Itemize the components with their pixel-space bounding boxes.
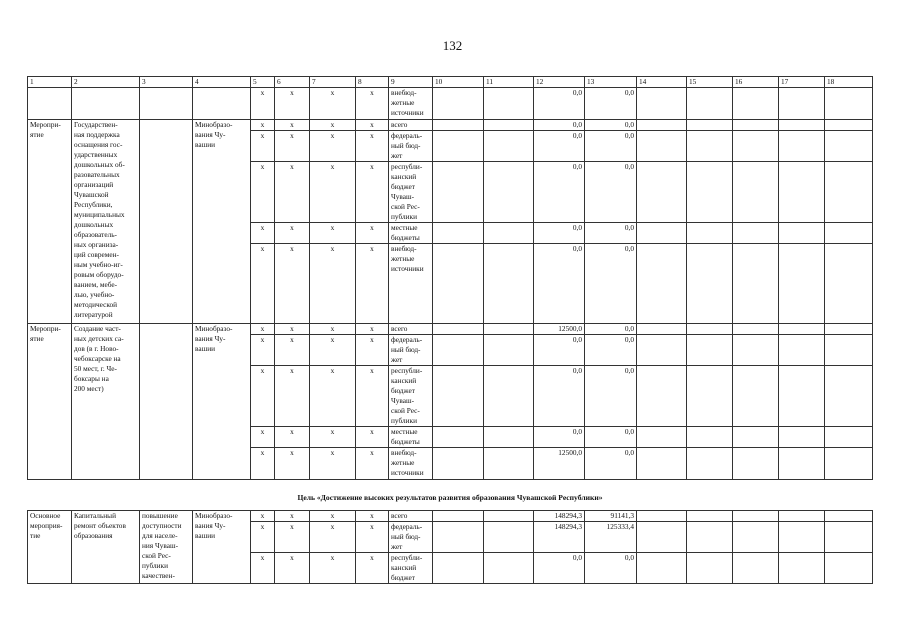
empty-cell [637, 553, 687, 584]
x-mark-cell: х [251, 511, 275, 522]
funding-source-cell: всего [389, 511, 433, 522]
empty-cell [433, 131, 484, 162]
x-mark-cell: х [275, 553, 310, 584]
empty-cell [779, 120, 825, 131]
column-number-cell: 11 [484, 77, 534, 88]
funding-source-cell: внебюд- жетные источники [389, 244, 433, 324]
value-col12-cell: 0,0 [534, 120, 585, 131]
responsible-cell: Минобразо- вания Чу- вашии [193, 324, 251, 480]
empty-cell [484, 131, 534, 162]
empty-cell [433, 223, 484, 244]
column-number-cell: 17 [779, 77, 825, 88]
funding-source-cell: местные бюджеты [389, 223, 433, 244]
column-number-cell: 2 [72, 77, 140, 88]
empty-cell [825, 511, 873, 522]
x-mark-cell: х [356, 448, 389, 480]
funding-source-cell: федераль- ный бюд- жет [389, 131, 433, 162]
x-mark-cell: х [275, 223, 310, 244]
value-col13-cell: 0,0 [585, 366, 637, 427]
x-mark-cell: х [251, 88, 275, 120]
x-mark-cell: х [251, 553, 275, 584]
empty-cell [637, 88, 687, 120]
value-col13-cell: 0,0 [585, 244, 637, 324]
empty-cell [825, 120, 873, 131]
x-mark-cell: х [275, 244, 310, 324]
empty-cell [484, 324, 534, 335]
empty-cell [825, 131, 873, 162]
funding-source-cell: федераль- ный бюд- жет [389, 522, 433, 553]
empty-cell [779, 335, 825, 366]
empty-cell [433, 324, 484, 335]
column-number-cell: 16 [733, 77, 779, 88]
empty-cell [637, 427, 687, 448]
empty-cell [733, 553, 779, 584]
empty-cell [637, 131, 687, 162]
empty-cell [779, 366, 825, 427]
header-row [28, 77, 873, 88]
x-mark-cell: х [356, 131, 389, 162]
value-col12-cell: 0,0 [534, 162, 585, 223]
empty-cell [733, 335, 779, 366]
x-mark-cell: х [356, 553, 389, 584]
x-mark-cell: х [251, 131, 275, 162]
responsible-cell: Минобразо- вания Чу- вашии [193, 511, 251, 584]
funding-source-cell: республи- канский бюджет Чуваш- ской Рес- публики [389, 366, 433, 427]
x-mark-cell: х [310, 511, 356, 522]
x-mark-cell: х [356, 522, 389, 553]
empty-cell [733, 223, 779, 244]
x-mark-cell: х [356, 223, 389, 244]
empty-cell [733, 427, 779, 448]
value-col12-cell: 0,0 [534, 223, 585, 244]
empty-cell [433, 244, 484, 324]
x-mark-cell: х [275, 427, 310, 448]
empty-cell [779, 522, 825, 553]
value-col13-cell: 0,0 [585, 427, 637, 448]
empty-cell [433, 553, 484, 584]
empty-cell [733, 448, 779, 480]
empty-cell [687, 324, 733, 335]
empty-cell [433, 427, 484, 448]
empty-cell [637, 223, 687, 244]
empty-cell [637, 366, 687, 427]
empty-cell [825, 162, 873, 223]
column-number-cell: 5 [251, 77, 275, 88]
x-mark-cell: х [251, 223, 275, 244]
x-mark-cell: х [356, 335, 389, 366]
column-number-cell: 9 [389, 77, 433, 88]
empty-cell [687, 522, 733, 553]
empty-cell [687, 223, 733, 244]
value-col12-cell: 0,0 [534, 553, 585, 584]
item-name-cell: Государствен- ная поддержка оснащения гос- ударственных дошкольных об- разовательных организаций Чувашской Республики, муниципальных дошкольных образователь- ных организа- ций современ- ным учебно-иг- ровым оборудо- ванием, мебе- лью, учебно- методической литературой [72, 120, 140, 324]
x-mark-cell: х [251, 335, 275, 366]
responsible-cell: Минобразо- вания Чу- вашии [193, 120, 251, 324]
x-mark-cell: х [275, 511, 310, 522]
empty-cell [484, 162, 534, 223]
funding-source-cell: внебюд- жетные источники [389, 448, 433, 480]
value-col12-cell: 0,0 [534, 244, 585, 324]
empty-cell [637, 335, 687, 366]
empty-cell [733, 366, 779, 427]
column-number-cell: 12 [534, 77, 585, 88]
x-mark-cell: х [356, 511, 389, 522]
column-number-cell: 13 [585, 77, 637, 88]
empty-cell [687, 511, 733, 522]
empty-cell [433, 522, 484, 553]
funding-source-cell: всего [389, 324, 433, 335]
empty-cell [687, 427, 733, 448]
empty-cell [484, 223, 534, 244]
empty-cell [733, 244, 779, 324]
column-number-cell: 6 [275, 77, 310, 88]
empty-cell [733, 324, 779, 335]
empty-cell [825, 553, 873, 584]
column-number-cell: 1 [28, 77, 72, 88]
empty-cell [484, 522, 534, 553]
x-mark-cell: х [356, 120, 389, 131]
x-mark-cell: х [251, 427, 275, 448]
column-number-cell: 18 [825, 77, 873, 88]
x-mark-cell: х [251, 324, 275, 335]
column-number-cell: 7 [310, 77, 356, 88]
empty-cell [484, 427, 534, 448]
empty-cell [779, 223, 825, 244]
value-col13-cell: 0,0 [585, 448, 637, 480]
goal-row [28, 480, 873, 511]
empty-cell [733, 522, 779, 553]
value-col12-cell: 0,0 [534, 366, 585, 427]
value-col12-cell: 0,0 [534, 427, 585, 448]
empty-cell [484, 335, 534, 366]
empty-cell [733, 162, 779, 223]
table-row [28, 511, 873, 522]
empty-cell [637, 162, 687, 223]
empty-cell [779, 244, 825, 324]
column-number-cell: 15 [687, 77, 733, 88]
empty-cell [140, 324, 193, 480]
x-mark-cell: х [356, 162, 389, 223]
value-col12-cell: 0,0 [534, 88, 585, 120]
column-number-cell: 4 [193, 77, 251, 88]
x-mark-cell: х [310, 335, 356, 366]
empty-cell [193, 88, 251, 120]
empty-cell [687, 120, 733, 131]
empty-cell [484, 88, 534, 120]
empty-cell [779, 88, 825, 120]
x-mark-cell: х [310, 223, 356, 244]
x-mark-cell: х [275, 522, 310, 553]
goal-description-cell: повышение доступности для населе- ния Чуваш- ской Рес- публики качествен- [140, 511, 193, 584]
x-mark-cell: х [310, 324, 356, 335]
page-number: 132 [442, 38, 463, 53]
empty-cell [825, 448, 873, 480]
value-col12-cell: 148294,3 [534, 511, 585, 522]
empty-cell [637, 522, 687, 553]
value-col13-cell: 0,0 [585, 162, 637, 223]
item-name-cell: Капитальный ремонт объектов образования [72, 511, 140, 584]
goal-title: Цель «Достижение высоких результатов развития образования Чувашской Республики» [28, 480, 873, 511]
x-mark-cell: х [356, 366, 389, 427]
empty-cell [484, 244, 534, 324]
empty-cell [433, 366, 484, 427]
program-table [27, 76, 873, 584]
empty-cell [484, 448, 534, 480]
value-col12-cell: 12500,0 [534, 324, 585, 335]
column-number-cell: 8 [356, 77, 389, 88]
empty-cell [779, 448, 825, 480]
empty-cell [433, 162, 484, 223]
empty-cell [72, 88, 140, 120]
value-col13-cell: 91141,3 [585, 511, 637, 522]
empty-cell [825, 335, 873, 366]
empty-cell [733, 120, 779, 131]
item-type-cell: Меропри- ятие [28, 120, 72, 324]
x-mark-cell: х [251, 522, 275, 553]
x-mark-cell: х [356, 244, 389, 324]
value-col13-cell: 0,0 [585, 324, 637, 335]
empty-cell [140, 120, 193, 324]
empty-cell [825, 522, 873, 553]
empty-cell [687, 244, 733, 324]
empty-cell [687, 448, 733, 480]
empty-cell [637, 324, 687, 335]
empty-cell [637, 448, 687, 480]
x-mark-cell: х [275, 448, 310, 480]
empty-cell [433, 88, 484, 120]
value-col12-cell: 12500,0 [534, 448, 585, 480]
value-col12-cell: 0,0 [534, 131, 585, 162]
x-mark-cell: х [310, 244, 356, 324]
x-mark-cell: х [275, 131, 310, 162]
empty-cell [484, 511, 534, 522]
empty-cell [687, 162, 733, 223]
empty-cell [733, 88, 779, 120]
empty-cell [779, 131, 825, 162]
empty-cell [733, 511, 779, 522]
value-col13-cell: 0,0 [585, 131, 637, 162]
empty-cell [687, 553, 733, 584]
value-col12-cell: 0,0 [534, 335, 585, 366]
x-mark-cell: х [275, 120, 310, 131]
x-mark-cell: х [251, 244, 275, 324]
column-number-cell: 10 [433, 77, 484, 88]
table-row [28, 120, 873, 131]
x-mark-cell: х [310, 427, 356, 448]
x-mark-cell: х [356, 427, 389, 448]
empty-cell [637, 120, 687, 131]
funding-source-cell: республи- канский бюджет [389, 553, 433, 584]
empty-cell [687, 335, 733, 366]
empty-cell [825, 88, 873, 120]
empty-cell [733, 131, 779, 162]
table-row [28, 88, 873, 120]
empty-cell [825, 244, 873, 324]
x-mark-cell: х [275, 162, 310, 223]
empty-cell [779, 427, 825, 448]
empty-cell [779, 324, 825, 335]
empty-cell [433, 120, 484, 131]
x-mark-cell: х [310, 162, 356, 223]
empty-cell [779, 162, 825, 223]
column-number-cell: 3 [140, 77, 193, 88]
value-col13-cell: 0,0 [585, 335, 637, 366]
item-type-cell: Основное мероприя- тие [28, 511, 72, 584]
empty-cell [637, 244, 687, 324]
empty-cell [433, 448, 484, 480]
x-mark-cell: х [275, 366, 310, 427]
x-mark-cell: х [310, 120, 356, 131]
x-mark-cell: х [251, 162, 275, 223]
empty-cell [779, 553, 825, 584]
value-col13-cell: 0,0 [585, 120, 637, 131]
value-col13-cell: 0,0 [585, 553, 637, 584]
x-mark-cell: х [310, 131, 356, 162]
table-row [28, 324, 873, 335]
empty-cell [687, 88, 733, 120]
funding-source-cell: местные бюджеты [389, 427, 433, 448]
empty-cell [825, 223, 873, 244]
empty-cell [687, 131, 733, 162]
x-mark-cell: х [275, 335, 310, 366]
x-mark-cell: х [310, 366, 356, 427]
x-mark-cell: х [275, 88, 310, 120]
empty-cell [28, 88, 72, 120]
empty-cell [637, 511, 687, 522]
column-number-cell: 14 [637, 77, 687, 88]
funding-source-cell: федераль- ный бюд- жет [389, 335, 433, 366]
value-col12-cell: 148294,3 [534, 522, 585, 553]
empty-cell [433, 511, 484, 522]
x-mark-cell: х [356, 88, 389, 120]
empty-cell [825, 324, 873, 335]
x-mark-cell: х [310, 448, 356, 480]
funding-source-cell: внебюд- жетные источники [389, 88, 433, 120]
x-mark-cell: х [275, 324, 310, 335]
x-mark-cell: х [251, 366, 275, 427]
x-mark-cell: х [356, 324, 389, 335]
value-col13-cell: 0,0 [585, 88, 637, 120]
x-mark-cell: х [310, 553, 356, 584]
empty-cell [433, 335, 484, 366]
x-mark-cell: х [310, 522, 356, 553]
empty-cell [779, 511, 825, 522]
empty-cell [825, 366, 873, 427]
empty-cell [484, 366, 534, 427]
funding-source-cell: всего [389, 120, 433, 131]
funding-source-cell: республи- канский бюджет Чуваш- ской Рес- публики [389, 162, 433, 223]
item-type-cell: Меропри- ятие [28, 324, 72, 480]
x-mark-cell: х [310, 88, 356, 120]
x-mark-cell: х [251, 448, 275, 480]
value-col13-cell: 0,0 [585, 223, 637, 244]
empty-cell [140, 88, 193, 120]
empty-cell [484, 120, 534, 131]
item-name-cell: Создание част- ных детских са- дов (в г. Ново- чебоксарске на 50 мест, г. Че- боксары на 200 мест) [72, 324, 140, 480]
empty-cell [687, 366, 733, 427]
x-mark-cell: х [251, 120, 275, 131]
empty-cell [825, 427, 873, 448]
value-col13-cell: 125333,4 [585, 522, 637, 553]
empty-cell [484, 553, 534, 584]
